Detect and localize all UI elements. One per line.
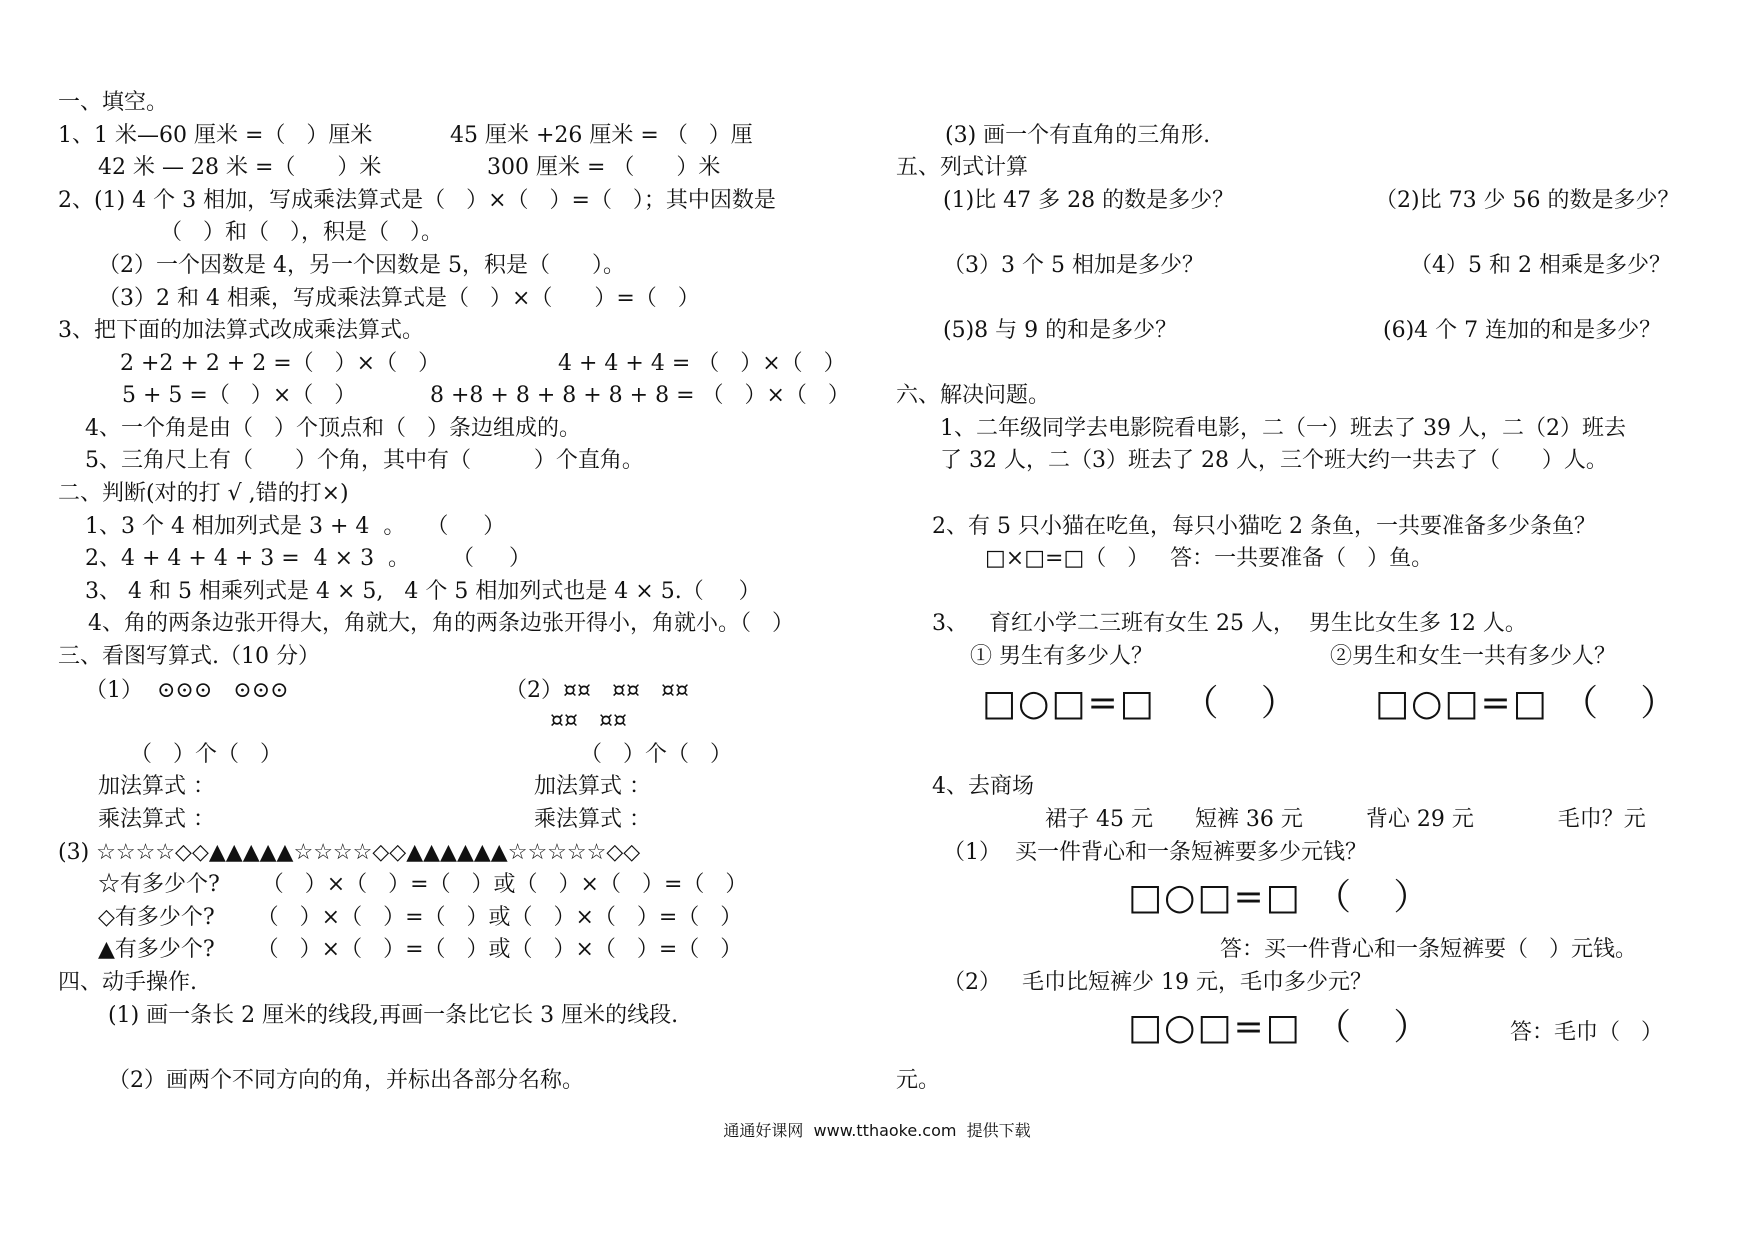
problem-2-line-2: □×□=□（ ） 答：一共要准备（ ）鱼。 — [985, 546, 1434, 571]
fill-line-9a: 5 + 5 =（ ）×（ ） — [122, 383, 357, 408]
section-6-title: 六、解决问题。 — [896, 383, 1051, 408]
judge-line-3: 3、 4 和 5 相乘列式是 4 × 5, 4 个 5 相加列式也是 4 × 5.（ ） — [85, 579, 761, 604]
triangles-question: ▲有多少个? （ ）×（ ）=（ ）或（ ）×（ ）=（ ） — [98, 937, 743, 962]
section-5-title: 五、列式计算 — [896, 155, 1029, 180]
fill-line-5: （2）一个因数是 4，另一个因数是 5，积是（ ）。 — [98, 253, 625, 278]
calc-question-5: (5)8 与 9 的和是多少？ — [943, 318, 1178, 343]
problem-3-question-1: ① 男生有多少人？ — [970, 644, 1153, 669]
judge-line-1: 1、3 个 4 相加列式是 3 + 4 。 （ ） — [85, 514, 506, 539]
picture-2-blank: （ ）个（ ） — [580, 742, 732, 767]
calc-question-4: （4）5 和 2 相乘是多少？ — [1410, 253, 1671, 278]
fill-line-10: 4、一个角是由（ ）个顶点和（ ）条边组成的。 — [85, 416, 581, 441]
problem-4-question-1: （1） 买一件背心和一条短裤要多少元钱？ — [943, 840, 1367, 865]
problem-4-question-2: （2） 毛巾比短裤少 19 元，毛巾多少元？ — [943, 970, 1372, 995]
problem-4-equation-2: □○□=□ （ ） — [1128, 1007, 1432, 1048]
fill-line-8b: 4 + 4 + 4 = （ ）×（ ） — [558, 351, 846, 376]
section-4-title: 四、动手操作. — [58, 970, 197, 995]
fill-line-2b: 300 厘米 = （ ）米 — [487, 155, 721, 180]
fill-line-2a: 42 米 — 28 米 =（ ）米 — [98, 155, 382, 180]
picture-1-symbols: （1） ⊙⊙⊙ ⊙⊙⊙ — [85, 678, 289, 703]
operation-line-2: （2）画两个不同方向的角，并标出各部分名称。 — [108, 1068, 584, 1093]
calc-question-3: （3）3 个 5 相加是多少？ — [943, 253, 1204, 278]
problem-1-line-1: 1、二年级同学去电影院看电影，二（一）班去了 39 人，二（2）班去 — [940, 416, 1626, 441]
fill-line-6: （3）2 和 4 相乘，写成乘法算式是（ ）×（ ）=（ ） — [98, 286, 700, 311]
problem-3-line-1: 3、 育红小学二三班有女生 25 人， 男生比女生多 12 人。 — [932, 611, 1527, 636]
addition-label-2: 加法算式 ： — [534, 774, 651, 799]
picture-1-blank: （ ）个（ ） — [130, 742, 282, 767]
problem-4-title: 4、去商场 — [932, 774, 1034, 799]
stars-question: ☆有多少个? （ ）×（ ）=（ ）或（ ）×（ ）=（ ） — [98, 872, 748, 897]
problem-3-equation-1: □○□=□ （ ） — [982, 683, 1299, 724]
fill-line-3: 2、(1) 4 个 3 相加，写成乘法算式是（ ）×（ ）=（ ）；其中因数是 — [58, 188, 776, 213]
operation-line-3: (3) 画一个有直角的三角形. — [945, 123, 1211, 148]
footer-credit: 通通好课网 www.tthaoke.com 提供下载 — [723, 1121, 1031, 1140]
fill-line-9b: 8 +8 + 8 + 8 + 8 + 8 = （ ）×（ ） — [430, 383, 850, 408]
problem-3-equation-2: □○□=□ （ ） — [1375, 683, 1679, 724]
picture-3-symbols: (3) ☆☆☆☆◇◇▲▲▲▲▲☆☆☆☆◇◇▲▲▲▲▲▲☆☆☆☆☆◇◇ — [58, 840, 641, 865]
problem-1-line-2: 了 32 人，二（3）班去了 28 人，三个班大约一共去了（ ）人。 — [940, 448, 1608, 473]
operation-line-1: (1) 画一条长 2 厘米的线段,再画一条比它长 3 厘米的线段. — [108, 1003, 679, 1028]
multiplication-label-2: 乘法算式 ： — [534, 807, 651, 832]
addition-label-1: 加法算式 ： — [98, 774, 215, 799]
problem-4-answer-1: 答：买一件背心和一条短裤要（ ）元钱。 — [1220, 937, 1637, 962]
shop-price-list: 裙子 45 元 短裤 36 元 背心 29 元 毛巾？元 — [1045, 807, 1646, 832]
judge-line-4: 4、角的两条边张开得大，角就大，角的两条边张开得小，角就小。（ ） — [88, 611, 794, 636]
fill-line-4: （ ）和（ ），积是（ ）。 — [160, 220, 443, 245]
multiplication-label-1: 乘法算式 ： — [98, 807, 215, 832]
problem-2-line-1: 2、有 5 只小猫在吃鱼，每只小猫吃 2 条鱼，一共要准备多少条鱼？ — [932, 514, 1596, 539]
problem-3-question-2: ②男生和女生一共有多少人？ — [1330, 644, 1617, 669]
fill-line-11: 5、三角尺上有（ ）个角，其中有（ ）个直角。 — [85, 448, 644, 473]
problem-4-answer-2-unit: 元。 — [896, 1068, 941, 1093]
picture-2-symbols-row2: ¤¤ ¤¤ — [550, 708, 627, 733]
diamonds-question: ◇有多少个? （ ）×（ ）=（ ）或（ ）×（ ）=（ ） — [98, 905, 743, 930]
picture-2-symbols-row1: （2）¤¤ ¤¤ ¤¤ — [505, 678, 689, 703]
problem-4-answer-2: 答：毛巾（ ） — [1510, 1020, 1663, 1045]
fill-line-8a: 2 +2 + 2 + 2 =（ ）×（ ） — [120, 351, 441, 376]
calc-question-2: （2)比 73 少 56 的数是多少？ — [1375, 188, 1680, 213]
calc-question-6: (6)4 个 7 连加的和是多少？ — [1383, 318, 1662, 343]
section-3-title: 三、看图写算式.（10 分） — [58, 644, 320, 669]
fill-line-1a: 1、1 米—60 厘米 =（ ）厘米 — [58, 123, 373, 148]
calc-question-1: (1)比 47 多 28 的数是多少？ — [943, 188, 1235, 213]
section-1-title: 一、填空。 — [58, 90, 169, 115]
problem-4-equation-1: □○□=□ （ ） — [1128, 877, 1432, 918]
fill-line-1b: 45 厘米 +26 厘米 = （ ）厘 — [450, 123, 753, 148]
judge-line-2: 2、4 + 4 + 4 + 3 = 4 × 3 。 （ ） — [85, 546, 531, 571]
fill-line-7: 3、把下面的加法算式改成乘法算式。 — [58, 318, 424, 343]
section-2-title: 二、判断(对的打 √ ,错的打×) — [58, 481, 349, 506]
